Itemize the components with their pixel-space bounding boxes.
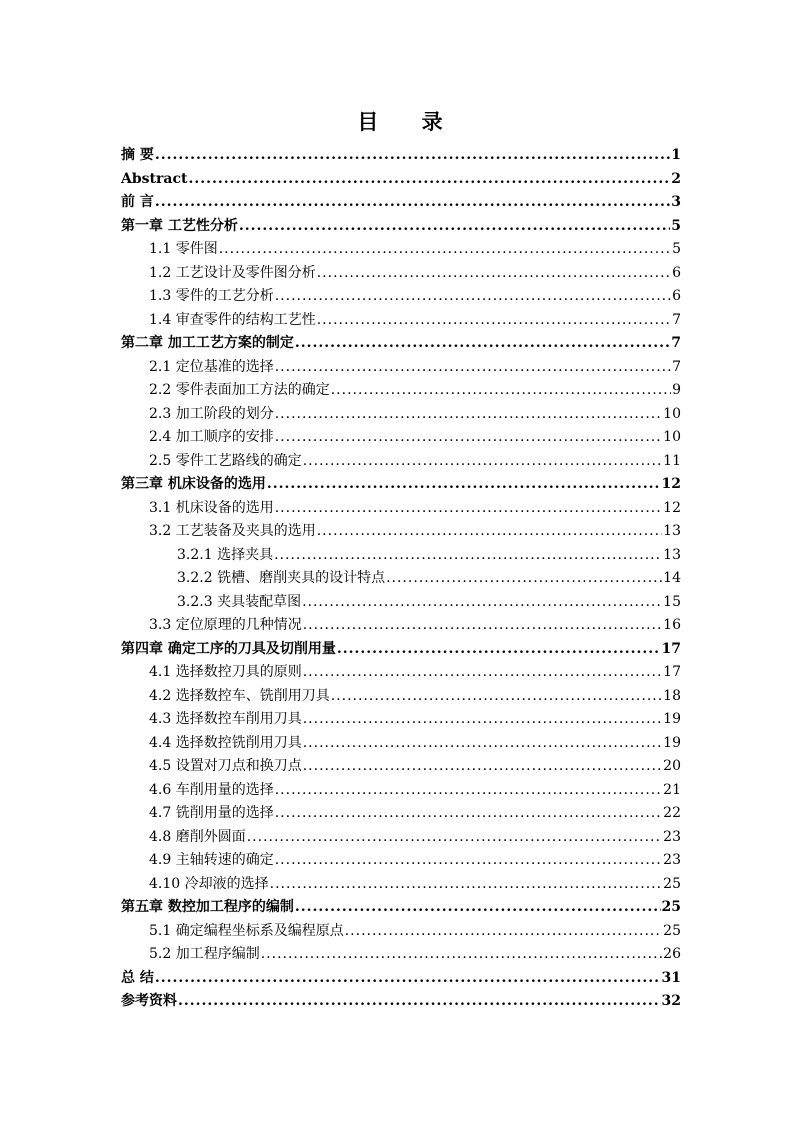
toc-dot-leader [155,144,670,168]
toc-entry[interactable] [121,967,681,991]
toc-entry[interactable] [121,168,681,192]
toc-dot-leader [261,943,662,967]
toc-entry-page-number: 3 [671,194,681,210]
toc-dot-leader [155,967,661,991]
toc-entry-label: 前 言 [121,194,154,210]
toc-entry[interactable] [121,896,681,920]
toc-entry-label: 第五章 数控加工程序的编制 [121,899,294,915]
toc-entry-page-number: 9 [672,382,681,398]
toc-entry-page-number: 6 [672,288,681,304]
toc-entry[interactable] [121,544,681,568]
toc-entry[interactable] [121,990,681,1014]
toc-dot-leader [303,614,662,638]
toc-entry-label: 3.2.3 夹具装配草图 [177,593,302,610]
toc-entry-page-number: 23 [663,828,681,845]
toc-entry-page-number: 26 [663,946,681,962]
toc-dot-leader [303,732,662,756]
toc-dot-leader [303,708,662,732]
table-of-contents [121,144,681,1014]
toc-entry-label: 5.1 确定编程坐标系及编程原点 [149,922,344,939]
toc-entry-page-number: 12 [663,499,681,516]
toc-entry[interactable] [121,450,681,474]
toc-entry[interactable] [121,708,681,732]
toc-entry-label: 第四章 确定工序的刀具及切削用量 [121,640,336,657]
toc-entry-page-number: 15 [663,593,681,610]
toc-entry-page-number: 13 [663,546,681,563]
toc-dot-leader [275,497,662,521]
toc-entry-page-number: 18 [663,687,681,704]
toc-entry[interactable] [121,614,681,638]
toc-entry-label: 4.10 冷却液的选择 [149,875,269,892]
toc-entry-label: 3.2.1 选择夹具 [177,546,274,563]
toc-entry[interactable] [121,238,681,262]
toc-dot-leader [303,450,662,474]
toc-entry[interactable] [121,779,681,803]
toc-entry-page-number: 19 [663,711,681,727]
toc-dot-leader [302,591,662,615]
toc-entry-page-number: 11 [663,452,681,469]
toc-dot-leader [345,920,662,944]
toc-dot-leader [275,802,662,826]
toc-title: 目 录 [357,109,461,134]
toc-entry-label: 4.7 铣削用量的选择 [149,805,274,821]
toc-entry-label: 第三章 机床设备的选用 [121,476,266,492]
toc-entry-label: 4.6 车削用量的选择 [149,781,274,798]
toc-entry-label: 1.1 零件图 [149,241,218,257]
toc-entry-page-number: 20 [663,758,681,774]
toc-entry-page-number: 16 [663,617,681,633]
toc-entry[interactable] [121,567,681,591]
toc-entry[interactable] [121,943,681,967]
toc-entry-page-number: 12 [661,476,681,492]
toc-dot-leader [247,826,662,850]
toc-dot-leader [275,779,662,803]
toc-dot-leader [275,285,671,309]
toc-entry-label: 4.9 主轴转速的确定 [149,852,274,868]
toc-entry-label: 总 结 [121,969,154,986]
toc-entry-label: 3.2 工艺装备及夹具的选用 [149,523,316,539]
toc-dot-leader [275,356,671,380]
toc-dot-leader [331,379,671,403]
toc-entry-page-number: 17 [661,640,681,657]
toc-dot-leader [317,520,662,544]
toc-dot-leader [295,332,670,356]
toc-dot-leader [275,403,662,427]
toc-dot-leader [178,990,661,1014]
toc-entry-page-number: 1 [671,147,681,163]
toc-dot-leader [267,473,661,497]
toc-entry-label: 1.4 审查零件的结构工艺性 [149,311,316,328]
toc-entry[interactable] [121,332,681,356]
toc-entry-label: 4.3 选择数控车削用刀具 [149,711,302,727]
toc-entry-page-number: 7 [672,311,681,328]
toc-entry-label: 参考资料 [121,993,177,1009]
toc-entry[interactable] [121,849,681,873]
toc-dot-leader [317,262,671,286]
toc-entry-label: 2.5 零件工艺路线的确定 [149,452,302,469]
toc-entry[interactable] [121,309,681,333]
toc-dot-leader [219,238,671,262]
toc-entry-label: 4.8 磨削外圆面 [149,828,246,845]
toc-entry-label: 4.4 选择数控铣削用刀具 [149,734,302,751]
toc-entry-label: 3.2.2 铣槽、磨削夹具的设计特点 [177,570,386,586]
toc-entry-label: 3.3 定位原理的几种情况 [149,617,302,633]
toc-entry-label: 4.2 选择数控车、铣削用刀具 [149,687,330,704]
toc-dot-leader [317,309,671,333]
toc-entry[interactable] [121,403,681,427]
toc-entry-page-number: 31 [661,969,681,986]
toc-entry-label: 第一章 工艺性分析 [121,217,238,234]
toc-entry[interactable] [121,826,681,850]
toc-entry-page-number: 13 [663,523,681,539]
toc-entry[interactable] [121,520,681,544]
toc-entry[interactable] [121,685,681,709]
toc-entry-page-number: 22 [663,805,681,821]
toc-entry-page-number: 23 [663,852,681,868]
toc-dot-leader [386,567,662,591]
toc-entry[interactable] [121,356,681,380]
toc-entry[interactable] [121,144,681,168]
toc-entry-page-number: 7 [671,335,681,351]
toc-entry[interactable] [121,473,681,497]
toc-entry-label: 2.4 加工顺序的安排 [149,429,274,445]
toc-entry-label: 1.2 工艺设计及零件图分析 [149,264,316,281]
toc-entry[interactable] [121,920,681,944]
toc-entry-label: 3.1 机床设备的选用 [149,499,274,516]
toc-entry[interactable] [121,661,681,685]
toc-entry[interactable] [121,285,681,309]
toc-entry-label: 摘 要 [121,147,154,163]
toc-entry-page-number: 32 [661,993,681,1009]
toc-entry-label: 2.1 定位基准的选择 [149,358,274,375]
toc-entry-page-number: 25 [661,899,681,915]
toc-dot-leader [331,685,662,709]
toc-entry-label: 1.3 零件的工艺分析 [149,288,274,304]
toc-entry-page-number: 7 [672,358,681,375]
toc-entry-label: 第二章 加工工艺方案的制定 [121,335,294,351]
toc-entry-page-number: 25 [663,922,681,939]
toc-entry[interactable] [121,732,681,756]
toc-entry[interactable] [121,873,681,897]
toc-dot-leader [303,755,662,779]
toc-entry[interactable] [121,215,681,239]
toc-entry[interactable] [121,755,681,779]
toc-dot-leader [275,426,662,450]
toc-entry-label: 5.2 加工程序编制 [149,946,260,962]
toc-entry-page-number: 17 [663,664,681,680]
toc-entry[interactable] [121,802,681,826]
toc-entry[interactable] [121,591,681,615]
toc-entry-page-number: 2 [671,170,681,187]
toc-dot-leader [337,638,661,662]
toc-dot-leader [155,191,670,215]
toc-entry-label: 4.5 设置对刀点和换刀点 [149,758,302,774]
toc-dot-leader [239,215,670,239]
toc-entry-label: 4.1 选择数控刀具的原则 [149,664,302,680]
toc-entry[interactable] [121,191,681,215]
toc-entry-page-number: 5 [672,241,681,257]
toc-dot-leader [295,896,661,920]
toc-entry-page-number: 10 [663,429,681,445]
toc-entry-page-number: 6 [672,264,681,281]
toc-entry-page-number: 5 [671,217,681,234]
toc-entry[interactable] [121,638,681,662]
toc-entry-page-number: 10 [663,405,681,422]
toc-dot-leader [275,849,662,873]
toc-entry-label: Abstract [121,170,188,187]
toc-entry-page-number: 19 [663,734,681,751]
toc-dot-leader [270,873,663,897]
toc-entry-page-number: 14 [663,570,681,586]
toc-entry[interactable] [121,497,681,521]
toc-entry-page-number: 21 [663,781,681,798]
toc-entry-label: 2.3 加工阶段的划分 [149,405,274,422]
toc-entry-label: 2.2 零件表面加工方法的确定 [149,382,330,398]
toc-dot-leader [188,168,670,192]
toc-dot-leader [274,544,662,568]
toc-entry[interactable] [121,426,681,450]
toc-entry[interactable] [121,379,681,403]
toc-entry[interactable] [121,262,681,286]
toc-entry-page-number: 25 [663,875,681,892]
toc-dot-leader [303,661,662,685]
